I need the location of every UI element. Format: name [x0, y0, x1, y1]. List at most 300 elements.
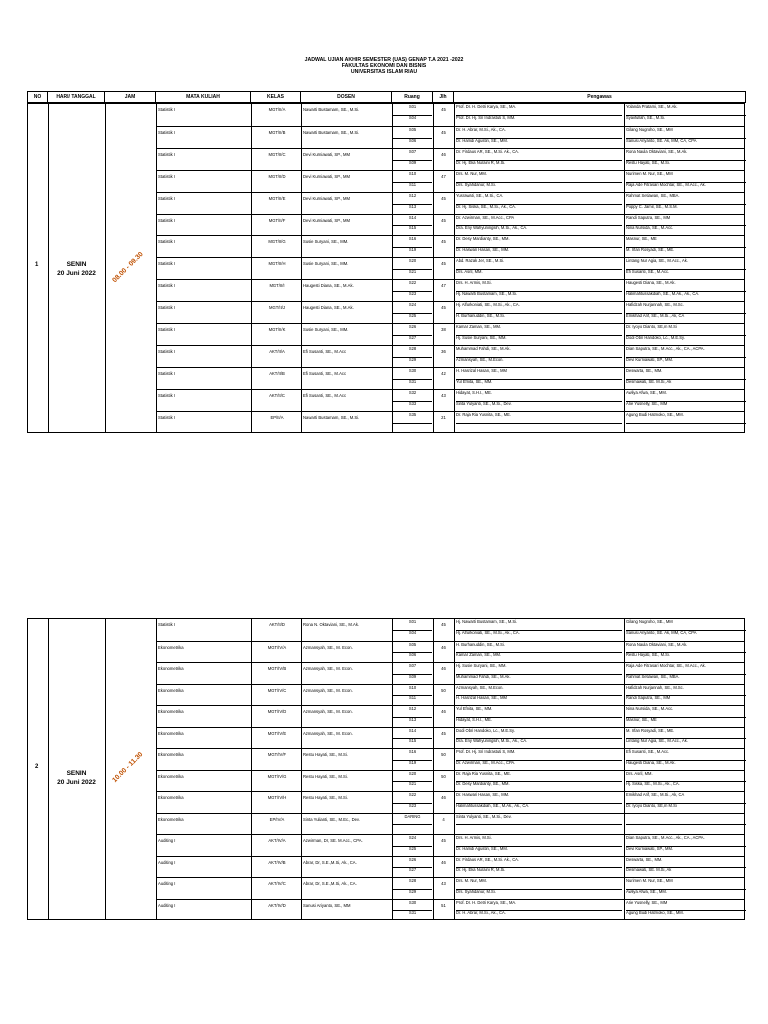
- proctor-1-cell: [456, 792, 622, 814]
- room-b: S15: [408, 738, 417, 744]
- proctor-1-b: Dr. Hamdi Agustin, SE., MM.: [456, 137, 508, 143]
- proctor-1-a: Yusrawati, SE., M.Si., CA.: [456, 193, 622, 205]
- class-code: MGT/II/C: [268, 151, 286, 157]
- lecturer-name: Nawarti Bustamam, SE., M.Si.: [303, 129, 360, 135]
- proctor-2-a: Rona Naula Oktaviani, SE., M.Ak.: [626, 149, 746, 161]
- proctor-1-cell: [456, 258, 622, 280]
- course-name: Statistik I: [158, 107, 175, 112]
- room-a: S10: [393, 171, 432, 183]
- proctor-1-cell: [456, 390, 622, 412]
- room-cell: [393, 900, 432, 922]
- room-a: S30: [393, 900, 432, 912]
- lecturer-name: Susie Suryani, SE., MM.: [303, 327, 349, 332]
- proctor-2-a: Dian Saputra, SE., M.Acc., Ak., CA., ACPA.: [626, 835, 746, 847]
- proctor-1-b: Hj. Alfurkoniati, SE., M.Si., Ak., CA.: [456, 629, 520, 635]
- class-code: MGT/II/J: [268, 305, 286, 311]
- student-count: 47: [441, 173, 446, 179]
- block-number: 2: [35, 764, 39, 770]
- class-code: AKT/IV/D: [268, 902, 286, 908]
- proctor-1-a: Dr. Haswari Hasan, SE., MM.: [456, 792, 622, 804]
- day-name: SENIN: [66, 261, 87, 268]
- proctor-1-a: H. Hasrizal Hasan, SE., MM: [456, 368, 622, 380]
- proctor-2-b: Syaiifullah, SE., M.Si.: [626, 114, 666, 120]
- header-room: Ruang: [392, 92, 433, 103]
- proctor-1-cell: [456, 149, 622, 171]
- room-b: S06: [408, 137, 417, 143]
- course-name: Auditing I: [158, 859, 176, 865]
- exam-time: 08.00 - 09.30: [111, 250, 145, 285]
- proctor-2-a: Haugesti Diana, SE., M.Ak.: [626, 280, 746, 292]
- table-row: [156, 367, 744, 390]
- class-code: MGT/II/E: [268, 195, 286, 201]
- proctor-1-cell: [456, 835, 622, 857]
- header-proctor: Pengawas: [454, 92, 746, 103]
- room-a: S10: [393, 685, 432, 697]
- table-row: [156, 748, 744, 771]
- proctor-1-b: Dr. Hamdi Agustin, SE., MM.: [456, 845, 508, 851]
- table-row: [156, 192, 744, 215]
- student-count: 45: [441, 239, 446, 245]
- proctor-2-b: Halimahtussakdiah, SE., M.Ak., Ak., CA.: [626, 291, 700, 297]
- proctor-1-a: Hj. Susie Suryani, SE., MM.: [456, 663, 622, 675]
- proctor-1-a: Drs. H. Armis, M.Si.: [456, 835, 622, 847]
- room-cell: [393, 728, 432, 750]
- course-name: Ekonometrika: [158, 666, 184, 671]
- table-row: [156, 684, 744, 707]
- course-name: Ekonometrika: [158, 644, 184, 650]
- room-b: S21: [408, 781, 417, 787]
- proctor-1-cell: [456, 412, 622, 434]
- header-time: JAM: [105, 92, 156, 103]
- room-a: S30: [393, 368, 432, 380]
- room-cell: [393, 104, 432, 126]
- student-count: 43: [441, 881, 446, 886]
- proctor-2-cell: [626, 412, 746, 434]
- schedule-block-1: [27, 103, 745, 433]
- proctor-2-b: Masnur, SE., ME: [626, 716, 657, 722]
- table-row: [156, 727, 744, 750]
- room-b: S33: [408, 400, 417, 406]
- proctor-2-cell: [626, 835, 746, 857]
- student-count: 36: [441, 348, 446, 354]
- proctor-1-a: Prof. Dr. Hj. Sri Indrastuti S, MM.: [456, 749, 622, 761]
- room-cell: [393, 171, 432, 193]
- course-name: Ekonometrika: [158, 730, 184, 736]
- proctor-2-b: Nina Nursida, SE., M.Acc.: [626, 225, 674, 231]
- proctor-2-a: Nurimen M. Nur, SE., MM: [626, 878, 746, 890]
- header-class: KELAS: [251, 92, 301, 103]
- proctor-2-cell: [626, 149, 746, 171]
- proctor-1-cell: [456, 642, 622, 664]
- class-code: MGT/IV/C: [267, 687, 287, 693]
- proctor-2-b: Rahmat Setiawan, SE., MBA.: [626, 673, 680, 679]
- proctor-2-b: Devi Kurniawati, SP., MM.: [626, 845, 674, 851]
- room-a: S28: [393, 346, 432, 358]
- lecturer-name: Restu Hayati, SE., M.Si.: [303, 773, 348, 779]
- class-code: AKT/II/C: [269, 392, 285, 398]
- room-cell: [393, 642, 432, 664]
- proctor-2-a: Rahmat Setiawan, SE., MBA.: [626, 193, 746, 205]
- room-a: S26: [393, 857, 432, 869]
- room-b: S21: [408, 269, 417, 275]
- room-cell: [393, 346, 432, 368]
- proctor-1-b: Dr. Hj. Siska, SE., M.Si., Ak., CA.: [456, 203, 517, 209]
- room-b: S13: [408, 716, 417, 722]
- room-b: S23: [408, 291, 417, 297]
- class-code: MGT/II/I: [269, 283, 285, 289]
- proctor-1-cell: [456, 728, 622, 750]
- proctor-1-a: Muhammad Fahdi, SE., M.Ak.: [456, 346, 622, 358]
- course-name: Statistik I: [158, 239, 175, 245]
- lecturer-name: Rona N. Oktaviani, SE., M.Ak.: [303, 622, 360, 627]
- room-a: S16: [393, 236, 432, 248]
- course-name: Statistik I: [158, 261, 175, 267]
- course-name: Statistik I: [158, 348, 175, 354]
- course-name: Statistik I: [158, 151, 175, 157]
- student-count: 45: [441, 129, 446, 135]
- class-code: AKT/IV/A: [268, 838, 286, 843]
- proctor-2-a: Agung Budi Hatmoko, SE., MM.: [626, 412, 746, 424]
- lecturer-name: Haugesti Diana, SE., M.Ak.: [303, 305, 354, 311]
- room-cell: [393, 258, 432, 280]
- lecturer-name: Azmansyah, SE., M. Econ.: [303, 666, 353, 671]
- schedule-block-2: [27, 618, 745, 920]
- room-b: S29: [408, 356, 417, 362]
- room-cell: [393, 663, 432, 685]
- proctor-1-cell: [456, 193, 622, 215]
- table-row: [156, 856, 744, 879]
- room-a: S12: [393, 706, 432, 718]
- proctor-1-a: Azmansyah, SE., M.Econ.: [456, 685, 622, 697]
- table-row: [156, 170, 744, 193]
- room-a: S24: [393, 302, 432, 314]
- proctor-2-cell: [626, 663, 746, 685]
- student-count: 45: [441, 305, 446, 311]
- room-cell: [393, 236, 432, 258]
- class-code: AKT/II/A: [269, 348, 285, 354]
- proctor-1-cell: [456, 324, 622, 346]
- table-row: [156, 279, 744, 302]
- proctor-2-b: Desmawati, SE. M.Si, Ak: [626, 867, 672, 873]
- room-cell: [393, 302, 432, 324]
- proctor-2-b: Agung Budi Hatmoko, SE., MM.: [626, 910, 684, 916]
- course-name: Statistik I: [158, 129, 175, 135]
- student-count: 47: [441, 283, 446, 289]
- room-a: DARING: [393, 814, 432, 826]
- lecturer-name: Efi Susanti, SE., M.Acc: [303, 348, 347, 354]
- table-row: [156, 791, 744, 814]
- lecturer-name: Nawarti Bustamam, SE., M.Si.: [303, 107, 360, 112]
- room-a: S35: [393, 412, 432, 424]
- proctor-1-cell: [456, 280, 622, 302]
- table-row: [156, 705, 744, 728]
- proctor-2-cell: [626, 104, 746, 126]
- class-code: MGT/II/D: [268, 173, 286, 179]
- class-code: AKT/IV/C: [268, 881, 286, 886]
- course-name: Ekonometrika: [158, 773, 184, 779]
- room-b: S27: [408, 334, 417, 340]
- proctor-2-cell: [626, 324, 746, 346]
- lecturer-name: Abrar, Dr, S.E.,M.Si, Ak., CA.: [303, 881, 357, 886]
- proctor-2-a: Drs. Asril, MM.: [626, 771, 746, 783]
- class-code: EP/II/A: [270, 414, 284, 420]
- student-count: 45: [441, 261, 446, 267]
- course-name: Statistik I: [158, 392, 175, 398]
- header-no: NO: [28, 92, 48, 103]
- proctor-2-cell: [626, 642, 746, 664]
- proctor-2-cell: [626, 728, 746, 750]
- proctor-2-a: Dr. Iyoyo Dianto, SE,m M.Si: [626, 324, 746, 336]
- student-count: 46: [441, 151, 446, 157]
- course-name: Auditing I: [158, 838, 176, 843]
- course-name: Statistik I: [158, 217, 175, 223]
- room-cell: [393, 685, 432, 707]
- room-b: S11: [409, 695, 416, 701]
- proctor-2-cell: [626, 792, 746, 814]
- class-code: MGT/II/K: [268, 327, 286, 332]
- proctor-1-a: Dr. Raja Ria Yusnita, SE., ME.: [456, 412, 622, 424]
- table-row: [156, 235, 744, 258]
- proctor-2-cell: [626, 878, 746, 900]
- course-name: Statistik I: [158, 305, 175, 311]
- proctor-1-a: Dr. Firdaus AR, SE., M.Si. Ak., CA.: [456, 857, 622, 869]
- proctor-1-b: Drs. Asril, MM.: [456, 269, 483, 275]
- room-b: S06: [408, 652, 417, 658]
- table-row: [156, 641, 744, 664]
- proctor-2-b: Arie Yusnelly, SE., MM: [626, 400, 668, 406]
- proctor-2-a: Emikhad Arif, SE., M.Si., Ak, CA: [626, 792, 746, 804]
- table-row: [156, 411, 744, 434]
- room-a: S07: [393, 663, 432, 675]
- proctor-2-b: Sanusi Ariyanto, SE. Ak, MM, CA, CPA: [626, 137, 697, 143]
- proctor-2-cell: [626, 258, 746, 280]
- room-cell: [393, 706, 432, 728]
- lecturer-name: Sanusi Ariyanto, SE., MM: [303, 902, 351, 908]
- course-name: Statistik I: [158, 173, 175, 179]
- proctor-1-cell: [456, 814, 622, 836]
- proctor-1-cell: [456, 171, 622, 193]
- proctor-2-cell: [626, 346, 746, 368]
- proctor-1-a: Dr. Raja Ria Yusnita, SE., ME.: [456, 771, 622, 783]
- lecturer-name: Azwirman, Dr, SE. M.Acc., CPA.: [303, 838, 363, 843]
- proctor-2-a: Rona Naula Oktaviani, SE., M.Ak.: [626, 642, 746, 654]
- proctor-1-a: Dr. Desy Mardianty, SE., MM.: [456, 236, 622, 248]
- room-b: S09: [408, 159, 417, 165]
- table-row: [156, 104, 744, 126]
- lecturer-name: Susie Suryani, SE., MM.: [303, 239, 349, 245]
- proctor-1-b: Muhammad Fahdi, SE., M.Ak.: [456, 673, 511, 679]
- proctor-1-cell: [456, 619, 622, 641]
- room-b: S25: [408, 845, 417, 851]
- table-row: [156, 323, 744, 346]
- proctor-2-b: Raja Ade Fitrasari Mochtar, SE., M.Acc., Ak.: [626, 181, 706, 187]
- doc-university: UNIVERSITAS ISLAM RIAU: [350, 69, 418, 75]
- proctor-2-b: Desmawati, SE. M.Si, Ak: [626, 378, 672, 384]
- room-a: S20: [393, 771, 432, 783]
- lecturer-name: Devi Kurniawati, SP., MM: [303, 195, 350, 201]
- proctor-2-cell: [626, 900, 746, 922]
- proctor-1-cell: [456, 900, 622, 922]
- table-row: [156, 834, 744, 857]
- proctor-2-cell: [626, 127, 746, 149]
- lecturer-name: Nawarti Bustamam, SE., M.Si.: [303, 414, 360, 420]
- block-number: 1: [35, 262, 39, 268]
- student-count: 50: [441, 752, 446, 757]
- proctor-2-b: Emikhad Arif, SE., M.Si., Ak, CA: [626, 313, 685, 319]
- lecturer-name: Azmansyah, SE., M. Econ.: [303, 709, 353, 714]
- lecturer-name: Devi Kurniawati, SP., MM: [303, 173, 350, 179]
- course-name: Statistik I: [158, 622, 175, 627]
- proctor-1-b: Dr. Hj. Eka Nuraini R, M.Si.: [456, 867, 506, 873]
- class-code: AKT/II/D: [269, 622, 285, 627]
- proctor-2-a: Nurimen M. Nur, SE., MM: [626, 171, 746, 183]
- student-count: 50: [441, 773, 446, 779]
- room-b: S19: [408, 759, 417, 765]
- table-row: [156, 214, 744, 237]
- proctor-2-b: Restu Hayati, SE., M.Si.: [626, 159, 670, 165]
- proctor-1-b: Halimahtussakdiah, SE., M.Ak., Ak., CA.: [456, 802, 530, 808]
- proctor-1-a: Dr. H. Abrar, M.Si., Ak., CA.: [456, 127, 622, 139]
- student-count: 42: [441, 370, 446, 376]
- lecturer-name: Restu Hayati, SE., M.Si.: [303, 752, 348, 757]
- student-count: 43: [441, 392, 446, 398]
- proctor-2-cell: [626, 302, 746, 324]
- table-row: [156, 877, 744, 900]
- student-count: 4: [442, 816, 445, 822]
- class-code: MGT/II/A: [268, 107, 286, 112]
- proctor-2-a: Efi Susanti, SE., M.Acc.: [626, 749, 746, 761]
- room-a: S01: [393, 104, 432, 116]
- class-code: MGT/IV/H: [267, 795, 287, 800]
- proctor-1-cell: [456, 236, 622, 258]
- lecturer-name: Devi Kurniawati, SP., MM: [303, 217, 350, 223]
- course-name: Auditing I: [158, 902, 176, 908]
- lecturer-name: Sinta Yulianti, SE., M.Ec., Dev.: [303, 816, 360, 822]
- proctor-2-a: Nina Nursida, SE., M.Acc.: [626, 706, 746, 718]
- student-count: 45: [441, 730, 446, 736]
- student-count: 45: [441, 622, 446, 627]
- lecturer-name: Susie Suryani, SE., MM.: [303, 261, 349, 267]
- class-code: MGT/II/B: [268, 129, 286, 135]
- proctor-2-a: M. Irfan Rosyadi, SE., ME.: [626, 728, 746, 740]
- proctor-1-a: Dr. Firdaus AR, SE., M.Si. Ak., CA.: [456, 149, 622, 161]
- student-count: 46: [441, 859, 446, 865]
- proctor-1-cell: [456, 104, 622, 126]
- student-count: 21: [441, 414, 446, 420]
- proctor-1-b: Dr. H. Abrar, M.Si., Ak., CA.: [456, 910, 506, 916]
- proctor-1-b: Kamar Zaman, SE., MM.: [456, 652, 502, 658]
- class-code: MGT/II/G: [268, 239, 286, 245]
- proctor-2-cell: [626, 215, 746, 237]
- proctor-2-a: Deswarta, SE., MM.: [626, 368, 746, 380]
- exam-date: 20 Juni 2022: [57, 779, 96, 786]
- class-code: MGT/IV/F: [267, 752, 287, 757]
- room-cell: [393, 127, 432, 149]
- table-row: [156, 126, 744, 149]
- student-count: 38: [441, 327, 446, 332]
- exam-date: 20 Juni 2022: [57, 270, 96, 277]
- proctor-1-b: [456, 423, 622, 434]
- class-code: AKT/II/B: [269, 370, 285, 376]
- table-header: [27, 91, 746, 103]
- proctor-2-cell: [626, 390, 746, 412]
- course-name: Statistik I: [158, 327, 175, 332]
- proctor-2-cell: [626, 706, 746, 728]
- proctor-1-b: Hj. Susie Suryani, SE., MM.: [456, 334, 507, 340]
- student-count: 50: [441, 687, 446, 693]
- lecturer-name: Restu Hayati, SE., M.Si.: [303, 795, 348, 800]
- proctor-1-b: Dr. Haswari Hasan, SE., MM.: [456, 247, 510, 253]
- proctor-1-b: Sinta Yulyanti, SE., M.Si., Dev.: [456, 400, 512, 406]
- room-a: S22: [393, 792, 432, 804]
- class-code: MGT/IV/G: [267, 773, 287, 779]
- proctor-2-b: Restu Hayati, SE., M.Si.: [626, 652, 670, 658]
- lecturer-name: Azmansyah, SE., M. Econ.: [303, 644, 353, 650]
- proctor-2-a: Randi Saputra, SE., MM: [626, 215, 746, 227]
- room-b: S04: [408, 629, 417, 635]
- proctor-2-cell: [626, 368, 746, 390]
- proctor-2-b: Awliya Afwa, SE., MM.: [626, 888, 667, 894]
- room-b: S31: [408, 378, 417, 384]
- room-cell: [393, 215, 432, 237]
- table-row: [156, 389, 744, 412]
- room-a: S05: [393, 642, 432, 654]
- room-b: S09: [408, 673, 417, 679]
- student-count: 46: [441, 644, 446, 650]
- proctor-1-b: Dr. Desy Mardianty, SE., MM.: [456, 781, 510, 787]
- proctor-1-b: Hidayat, S.H.I., ME.: [456, 716, 492, 722]
- course-name: Ekonometrika: [158, 816, 184, 822]
- lecturer-name: Efi Susanti, SE., M.Acc: [303, 370, 347, 376]
- proctor-1-a: Drs. M. Nur, MM.: [456, 878, 622, 890]
- proctor-2-a: Lintang Nur Agia, SE., M.Acc., Ak.: [626, 258, 746, 270]
- proctor-2-cell: [626, 771, 746, 793]
- class-code: MGT/IV/A: [267, 644, 287, 650]
- proctor-1-a: Kamar Zaman, SE., MM.: [456, 324, 622, 336]
- lecturer-name: Efi Susanti, SE., M.Acc: [303, 392, 347, 398]
- proctor-1-cell: [456, 749, 622, 771]
- proctor-2-b: Lintang Nur Agia, SE., M.Acc., Ak.: [626, 738, 688, 744]
- room-b: S15: [408, 225, 417, 231]
- room-b: S11: [409, 181, 416, 187]
- proctor-1-cell: [456, 302, 622, 324]
- proctor-1-cell: [456, 771, 622, 793]
- lecturer-name: Abrar, Dr, S.E.,M.Si, Ak., CA.: [303, 859, 357, 865]
- course-name: Statistik I: [158, 195, 175, 201]
- proctor-2-cell: [626, 236, 746, 258]
- proctor-1-a: Hidayat, S.H.I., ME.: [456, 390, 622, 402]
- student-count: 45: [441, 838, 446, 843]
- proctor-1-b: H. Burhanuddin, SE., M.Si.: [456, 313, 505, 319]
- day-name: SENIN: [66, 770, 87, 777]
- proctor-1-a: Drs. M. Nur, MM.: [456, 171, 622, 183]
- proctor-2-cell: [626, 814, 746, 836]
- proctor-2-a: Dian Saputra, SE., M.Acc., Ak., CA., ACPA.: [626, 346, 746, 358]
- proctor-2-a: Yolanda Pratami, SE., M.Ak.: [626, 104, 746, 116]
- room-cell: [393, 412, 432, 434]
- room-a: S14: [393, 728, 432, 740]
- lecturer-name: Haugesti Diana, SE., M.Ak.: [303, 283, 354, 289]
- proctor-1-cell: [456, 857, 622, 879]
- room-b: S19: [408, 247, 417, 253]
- room-cell: [393, 280, 432, 302]
- room-b: S04: [408, 114, 417, 120]
- proctor-2-b: Sanusi Ariyanto, SE. Ak, MM, CA, CPA: [626, 629, 697, 635]
- proctor-1-cell: [456, 215, 622, 237]
- proctor-2-a: Gilang Nugroho, SE., MM: [626, 619, 746, 631]
- room-b: S23: [408, 802, 417, 808]
- room-cell: [393, 771, 432, 793]
